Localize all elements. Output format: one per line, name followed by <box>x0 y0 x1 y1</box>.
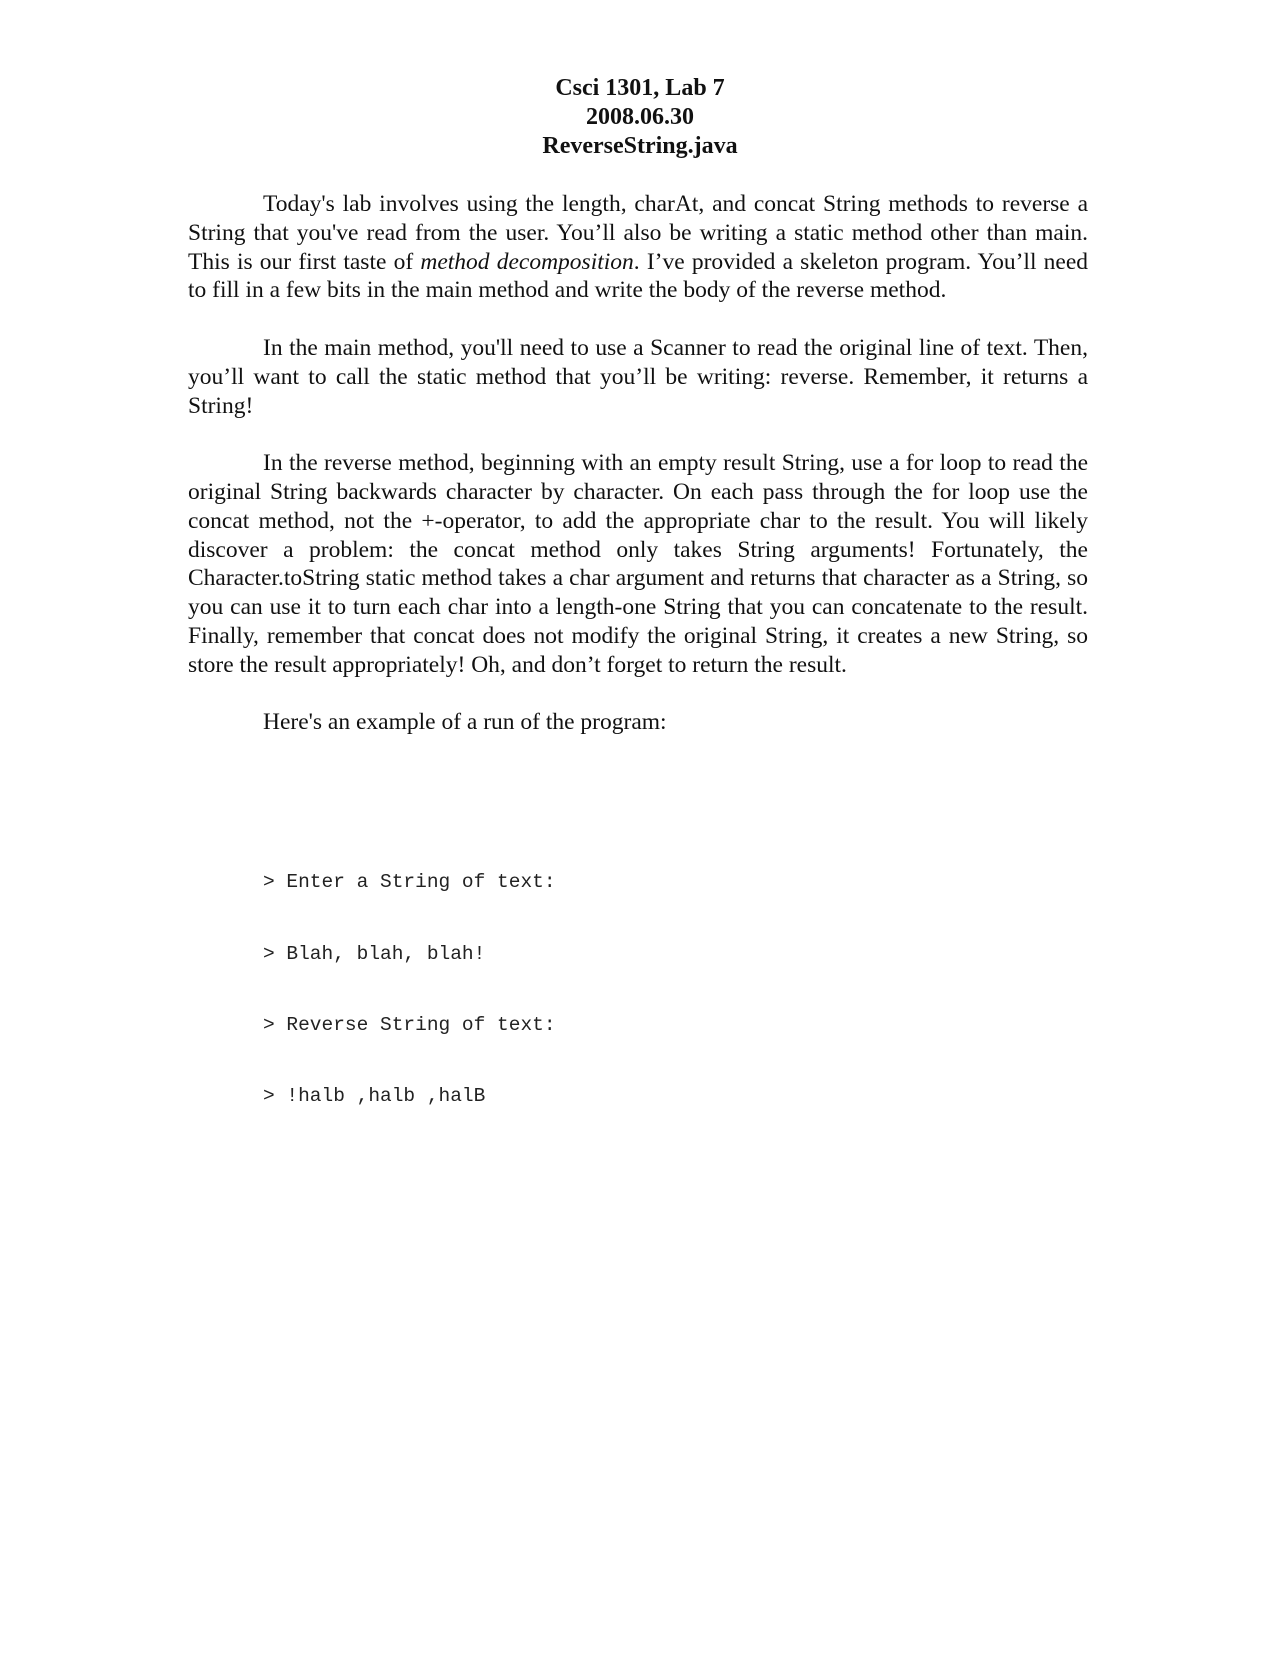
code-line: > !halb ,halb ,halB <box>263 1084 486 1107</box>
code-line: > Enter a String of text: <box>263 871 556 894</box>
example-run-code-block <box>263 824 556 1156</box>
paragraph-intro-text-2: . I’ve provided a skeleton program. You’ll need to fill in a few bits in the main method and write the body of the reverse method. <box>188 248 1089 304</box>
lab-filename: ReverseString.java <box>542 133 738 159</box>
code-line: > Reverse String of text: <box>263 1013 556 1036</box>
paragraph-main-method: In the main method, you'll need to use a Scanner to read the original line of text. Then, you’ll want to call the static method that you’ll be writing: reverse. Remember, it returns a String! <box>188 334 1088 419</box>
paragraph-intro-emphasis: method decomposition <box>420 248 634 275</box>
code-line: > Blah, blah, blah! <box>263 942 486 965</box>
example-intro: Here's an example of a run of the program: <box>263 709 667 736</box>
lab-date: 2008.06.30 <box>586 104 694 130</box>
course-title: Csci 1301, Lab 7 <box>555 75 725 101</box>
paragraph-intro <box>188 190 1088 305</box>
paragraph-intro-text-1: Today's lab involves using the length, charAt, and concat String methods to reverse a String that you've read from the user. You’ll also be writing a static method other than main. This is our first taste of <box>188 191 1088 275</box>
document-header <box>0 74 1280 161</box>
document-body <box>188 190 1088 737</box>
paragraph-reverse-method: In the reverse method, beginning with an empty result String, use a for loop to read the original String backwards character by character. On each pass through the for loop use the concat method, not the +-operator, to add the appropriate char to the result. You will likely discover a problem: the concat method only takes String arguments! Fortunately, the Character.toString static method takes a char argument and returns that character as a String, so you can use it to turn each char into a length-one String that you can concatenate to the result. Finally, remember that concat does not modify the original String, it creates a new String, so store the result appropriately! Oh, and don’t forget to return the result. <box>188 450 1088 678</box>
